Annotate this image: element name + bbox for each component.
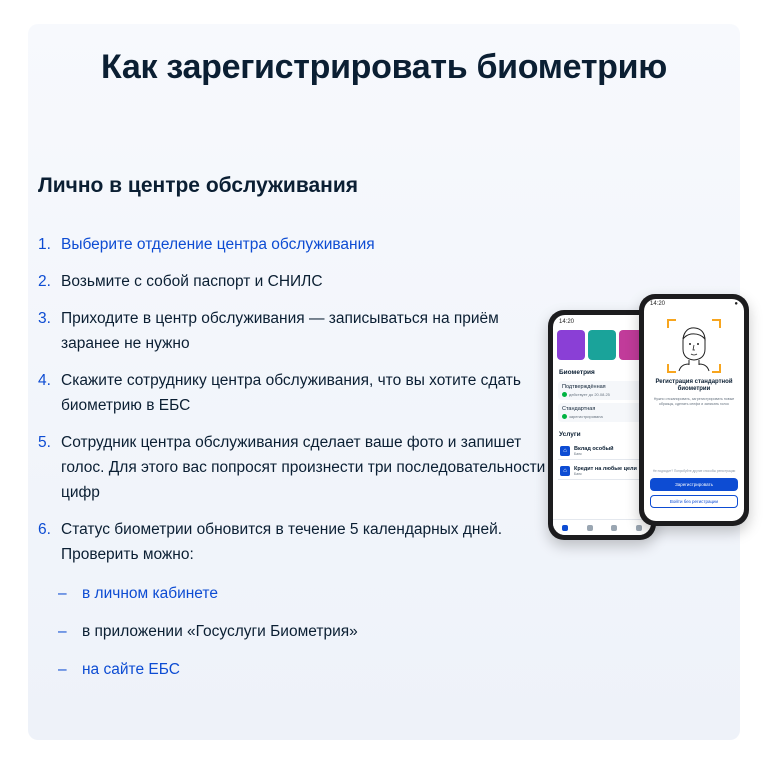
sub-item-personal-account[interactable] [58,582,418,606]
promo-tile-teal [588,330,616,360]
dash-bullet: – [58,661,67,678]
bank-icon: ⌂ [560,446,570,456]
help-icon [611,525,617,531]
service-item [558,443,646,460]
personal-account-link[interactable]: в личном кабинете [82,585,218,602]
check-icon [562,414,567,419]
step-text: Приходите в центр обслуживания — записываться на приём заранее не нужно [61,310,499,352]
status-bar-time: 14:20 [650,301,666,307]
home-icon [562,525,568,531]
app-text: в приложении «Госуслуги Биометрия» [82,623,358,640]
login-without-registration-button[interactable]: Войти без регистрации [650,495,738,508]
step-number: 4. [38,372,51,389]
registered-label: зарегистрирована [569,414,603,419]
service-bank: Банк [574,452,582,456]
step-number: 2. [38,273,51,290]
register-button[interactable]: Зарегистрировать [650,478,738,491]
promo-tile-purple [557,330,585,360]
tab-bar [553,519,651,535]
check-status-list [58,582,418,696]
step-1[interactable] [38,232,548,257]
steps-list [38,232,548,579]
registration-note: Не подходит? Попробуйте другие способы регистрации [652,469,736,473]
confirmed-label: Подтверждённая [562,384,606,390]
step-number: 1. [38,236,51,253]
step-text: Возьмите с собой паспорт и СНИЛС [61,273,323,290]
valid-until: действует до 20.08.25 [569,392,610,397]
service-bank: Банк [574,472,582,476]
step-2 [38,269,548,294]
phone-mockup-front [639,294,749,526]
phone-screen-registration [644,299,744,521]
dash-bullet: – [58,623,67,640]
page-title: Как зарегистрировать биометрию [101,48,667,86]
dash-bullet: – [58,585,67,602]
step-4 [38,368,548,418]
service-title: Вклад особый [574,446,614,452]
step-3 [38,306,548,356]
step-5 [38,430,548,505]
service-title: Кредит на любые цели [574,466,637,472]
service-item [558,463,646,480]
step-number: 5. [38,434,51,451]
standard-label: Стандартная [562,406,596,412]
confirmed-biometry-card [558,381,646,400]
sub-item-app [58,620,418,644]
phone-screen-biometry [553,315,651,535]
promo-tiles [553,327,651,363]
section-title: Лично в центре обслуживания [38,174,358,197]
step-1-link[interactable]: Выберите отделение центра обслуживания [61,236,375,253]
step-number: 3. [38,310,51,327]
biometry-heading: Биометрия [559,369,595,376]
grid-icon [587,525,593,531]
sub-item-ebs-site[interactable] [58,658,418,682]
face-illustration-icon [667,319,721,373]
step-text: Статус биометрии обновится в течение 5 календарных дней. Проверить можно: [61,521,503,563]
face-scan-frame [667,319,721,373]
bank-icon: ⌂ [560,466,570,476]
step-text: Скажите сотруднику центра обслуживания, что вы хотите сдать биометрию в ЕБС [61,372,521,414]
step-6 [38,517,548,567]
step-text: Сотрудник центра обслуживания сделает ваше фото и запишет голос. Для этого вас попросят произнести три последовательности цифр [61,434,546,501]
camera-notch-icon: ● [734,301,738,307]
status-bar-time: 14:20 [559,319,575,325]
check-icon [562,392,567,397]
profile-icon [636,525,642,531]
standard-biometry-card [558,403,646,422]
services-heading: Услуги [559,431,581,438]
step-number: 6. [38,521,51,538]
registration-title: Регистрация стандартной биометрии [655,379,733,392]
ebs-site-link[interactable]: на сайте ЕБС [82,661,180,678]
registration-description: Нужно отсканировать, загрегистрировать новые образцы, сделать селфи и записать голос [653,397,735,406]
